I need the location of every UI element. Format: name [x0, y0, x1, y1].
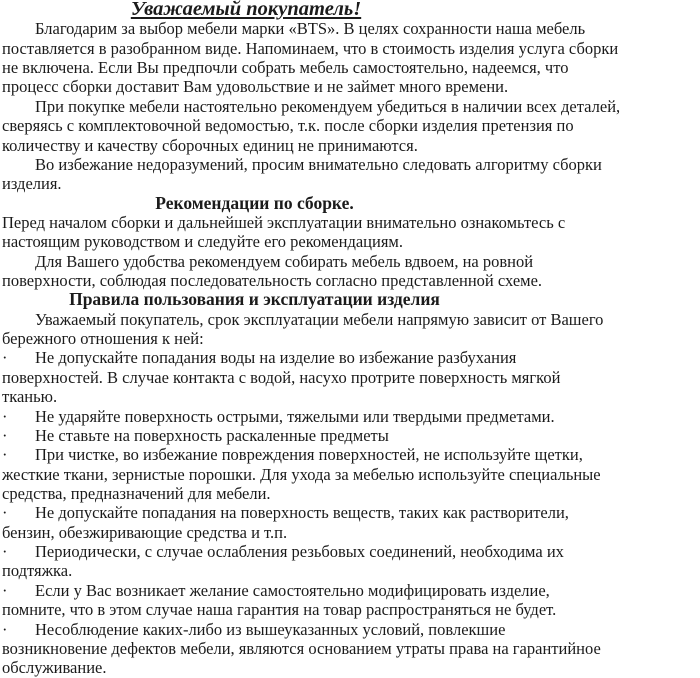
list-item-text: Периодически, с случае ослабления резьбовых соединений, необходима их [35, 542, 564, 562]
text-line: процесс сборки доставит Вам удовольствие и не займет много времени. [2, 77, 509, 97]
text-line: поставляется в разобранном виде. Напоминаем, что в стоимость изделия услуга сборки [2, 38, 619, 58]
text-line: При покупке мебели настоятельно рекомендуем убедиться в наличии всех деталей, [35, 96, 621, 116]
list-item-line [2, 426, 700, 445]
bullet-marker: · [2, 542, 8, 562]
list-item-text: Несоблюдение каких-либо из вышеуказанных условий, повлекшие [35, 619, 506, 639]
text-line: бережного отношения к ней: [2, 329, 204, 349]
text-line: Перед началом сборки и дальнейшей эксплуатации внимательно ознакомьтесь с [2, 212, 566, 232]
bullet-marker: · [2, 425, 8, 445]
section-heading-usage-rules: Правила пользования и эксплуатации изделия [69, 289, 440, 310]
list-item-text: Не ударяйте поверхность острыми, тяжелыми или твердыми предметами. [35, 406, 555, 426]
text-line: обслуживание. [2, 658, 107, 678]
bullet-marker: · [2, 348, 8, 368]
bullet-marker: · [2, 445, 8, 465]
list-item-text: Не допускайте попадания воды на изделие во избежание разбухания [35, 348, 517, 368]
text-line: сверяясь с комплектовочной ведомостью, т.к. после сборки изделия претензия по [2, 116, 574, 136]
text-line: изделия. [2, 174, 62, 194]
section-heading-assembly: Рекомендации по сборке. [155, 192, 354, 213]
list-item-text: Не допускайте попадания на поверхность веществ, таких как растворители, [35, 503, 569, 523]
text-line: тканью. [2, 387, 58, 407]
list-item-line [2, 503, 700, 522]
text-line: жесткие ткани, зернистые порошки. Для ухода за мебелью используйте специальные [2, 464, 601, 484]
text-line: средства, предназначений для мебели. [2, 483, 271, 503]
document-title: Уважаемый покупатель! [130, 0, 362, 20]
bullet-marker: · [2, 503, 8, 523]
text-line: Для Вашего удобства рекомендуем собирать мебель вдвоем, на ровной [35, 251, 534, 271]
list-item-line [2, 407, 700, 426]
text-line: поверхностей. В случае контакта с водой, насухо протрите поверхность мягкой [2, 367, 561, 387]
text-line: Благодарим за выбор мебели марки «BTS». В целях сохранности наша мебель [35, 19, 586, 39]
list-item-text: При чистке, во избежание повреждения поверхностей, не используйте щетки, [35, 445, 583, 465]
bullet-marker: · [2, 619, 8, 639]
bullet-marker: · [2, 406, 8, 426]
text-line: поверхности, соблюдая последовательность согласно представленной схеме. [2, 271, 543, 291]
text-line: не включена. Если Вы предпочли собрать мебель самостоятельно, надеемся, что [2, 58, 569, 78]
list-item-line [2, 445, 700, 464]
text-line: Уважаемый покупатель, срок эксплуатации мебели напрямую зависит от Вашего [35, 309, 604, 329]
list-item-line [2, 348, 700, 367]
bullet-marker: · [2, 580, 8, 600]
text-line: возникновение дефектов мебели, являются основанием утраты права на гарантийное [2, 638, 601, 658]
list-item-text: Если у Вас возникает желание самостоятельно модифицировать изделие, [35, 580, 550, 600]
text-line: помните, что в этом случае наша гарантия на товар распространяться не будет. [2, 600, 557, 620]
text-line: Во избежание недоразумений, просим внимательно следовать алгоритму сборки [35, 154, 602, 174]
text-line: бензин, обезжиривающие средства и т.п. [2, 522, 288, 542]
text-line: подтяжка. [2, 561, 73, 581]
text-line: настоящим руководством и следуйте его рекомендациям. [2, 232, 403, 252]
list-item-text: Не ставьте на поверхность раскаленные предметы [35, 425, 389, 445]
list-item-line [2, 581, 700, 600]
text-line: количеству и качеству сборочных единиц не принимаются. [2, 135, 418, 155]
list-item-line [2, 620, 700, 639]
list-item-line [2, 542, 700, 561]
